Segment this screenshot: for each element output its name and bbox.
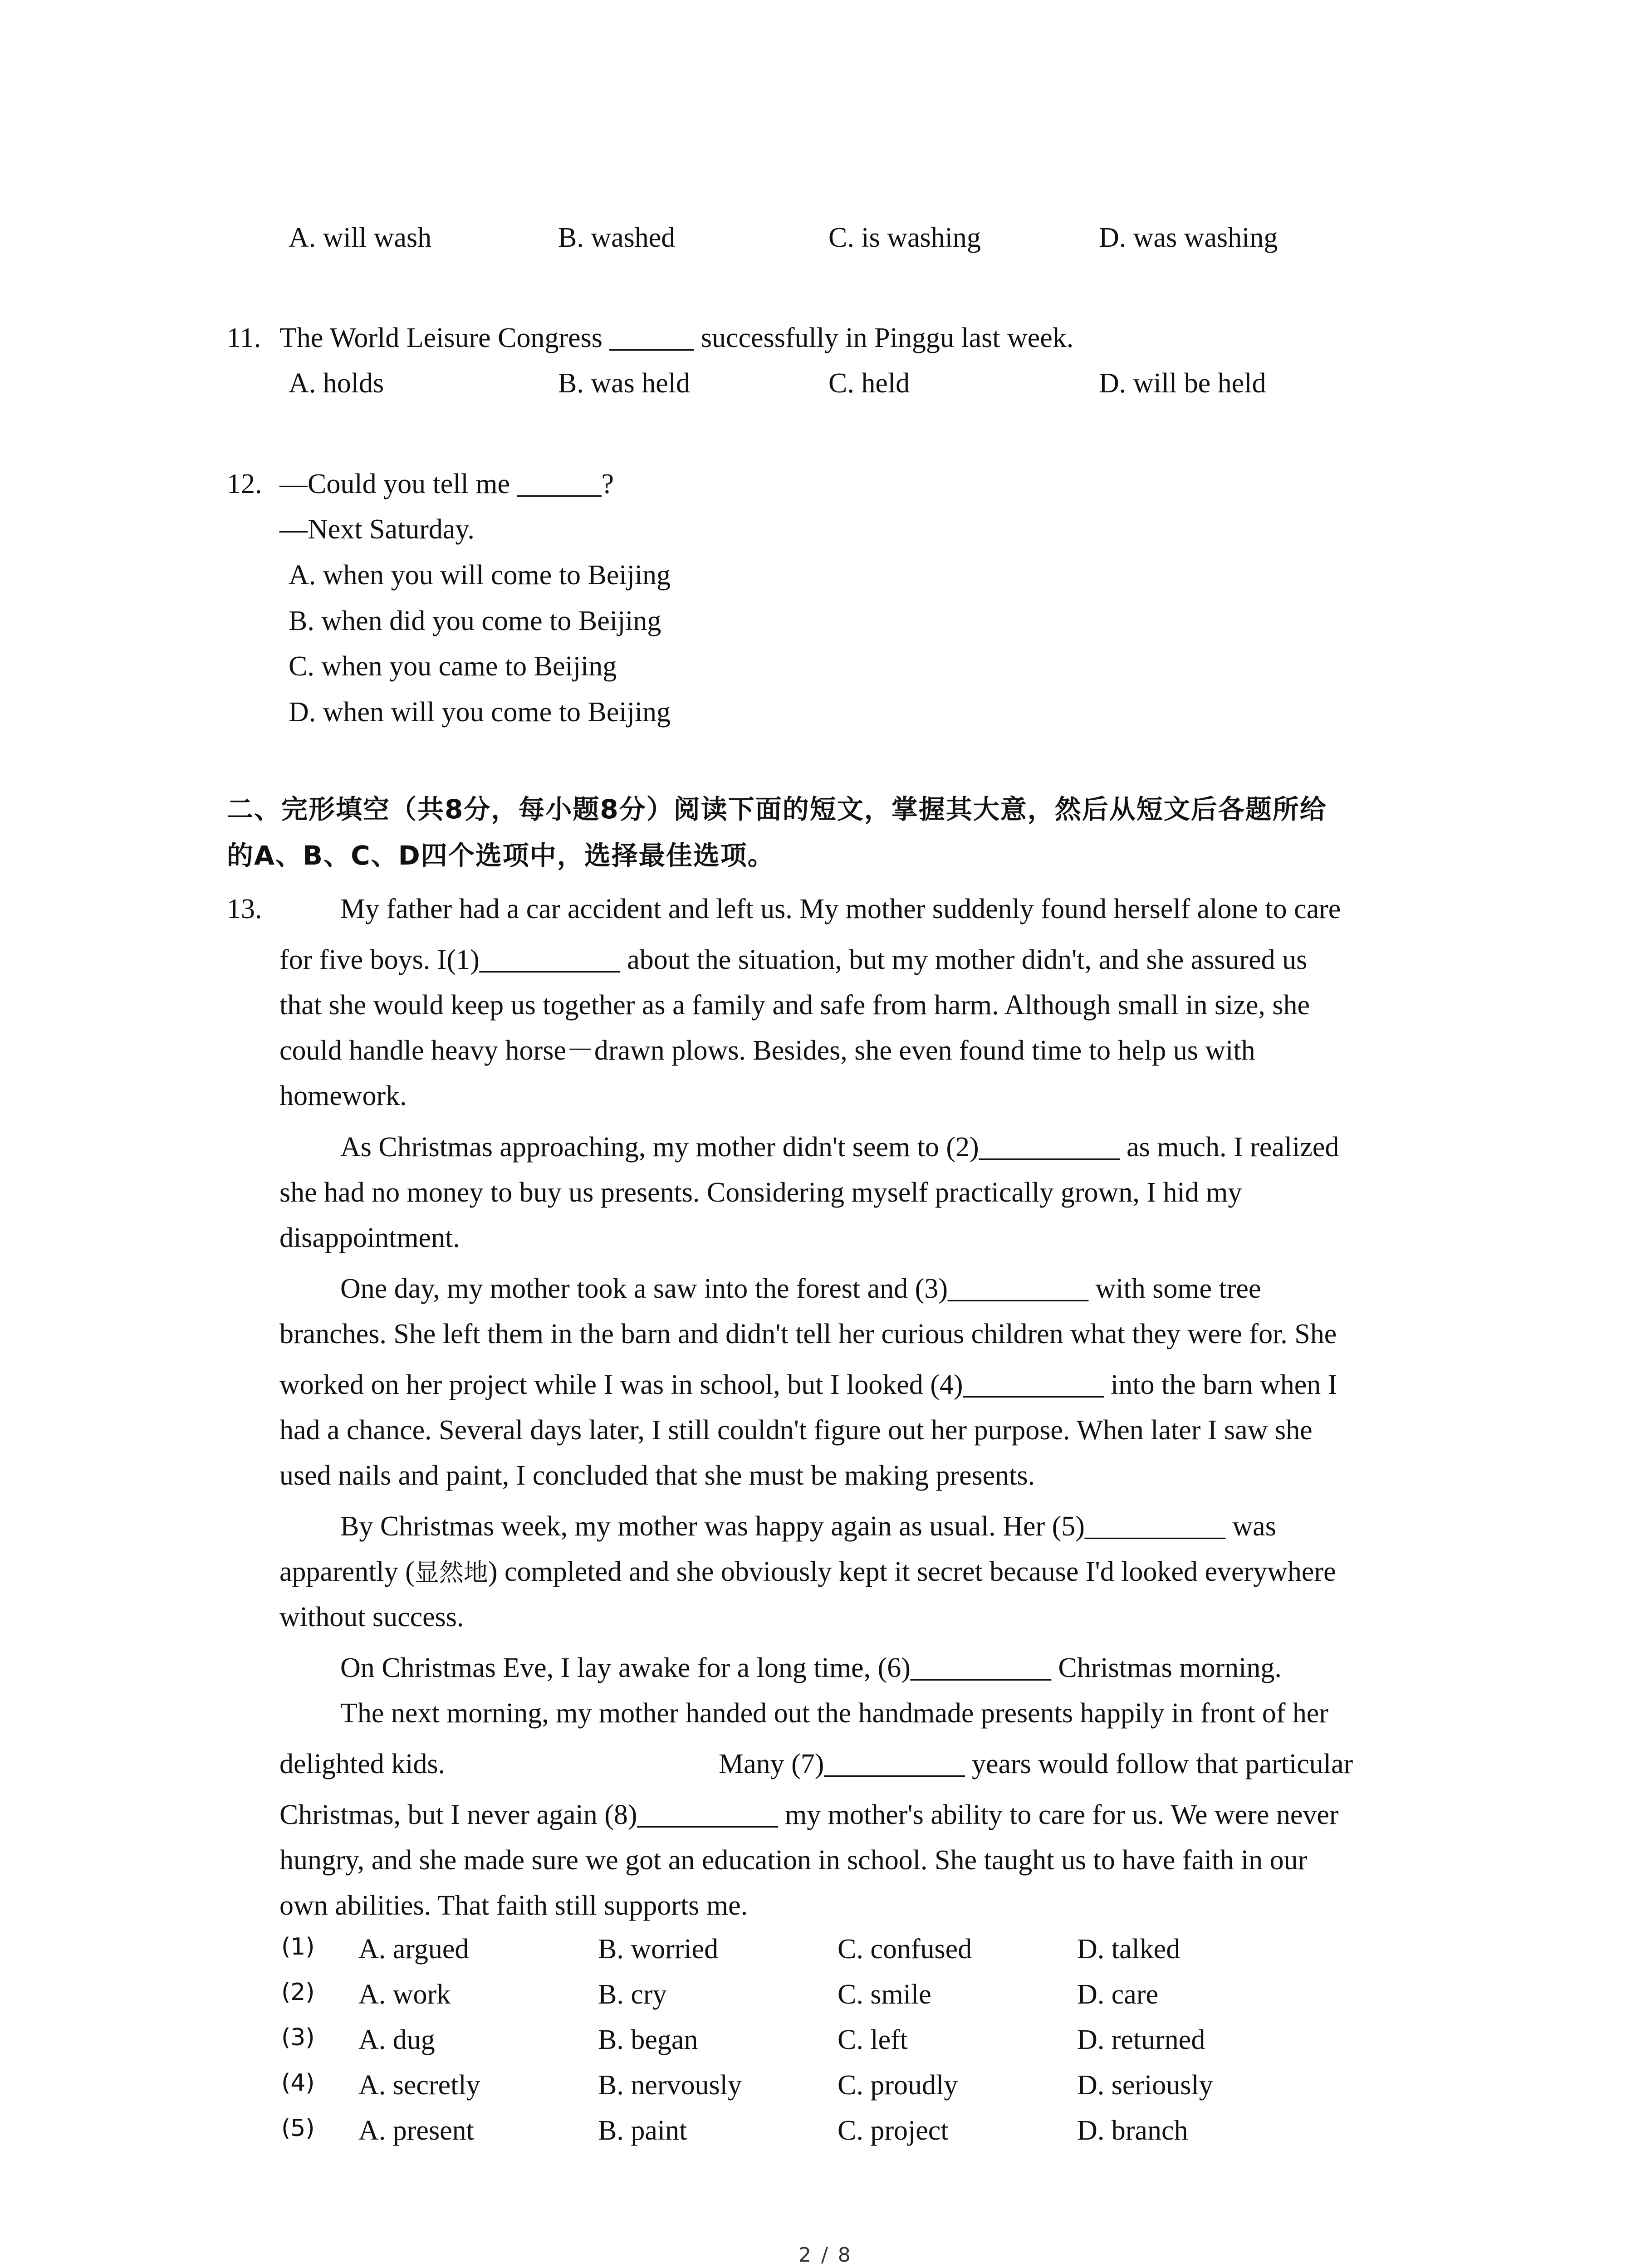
option-d: D. seriously: [1077, 2070, 1213, 2101]
option-a: A. argued: [358, 1934, 469, 1965]
option-d: D. care: [1077, 1979, 1158, 2010]
option-b: B. when did you come to Beijing: [289, 606, 661, 636]
option-b: B. was held: [558, 368, 691, 399]
option-a: A. when you will come to Beijing: [289, 560, 671, 591]
passage-line: used nails and paint, I concluded that she must be making presents.: [279, 1460, 1035, 1491]
passage-line: that she would keep us together as a family and safe from harm. Although small in size, she: [279, 990, 1310, 1021]
option-c: C. confused: [838, 1934, 972, 1965]
page-number: 2 / 8: [798, 2244, 852, 2267]
passage-line: hungry, and she made sure we got an education in school. She taught us to have faith in our: [279, 1845, 1308, 1876]
question-number: 13.: [227, 894, 262, 924]
option-c: C. held: [828, 368, 910, 399]
passage-line: My father had a car accident and left us. My mother suddenly found herself alone to care: [340, 894, 1341, 924]
option-b: B. cry: [598, 1979, 667, 2010]
dialogue-line-2: —Next Saturday.: [279, 514, 475, 545]
option-c: C. proudly: [838, 2070, 958, 2101]
blank-number: (4): [281, 2069, 315, 2097]
option-a: A. work: [358, 1979, 451, 2010]
question-stem: The World Leisure Congress ______ successfully in Pinggu last week.: [279, 323, 1074, 353]
dialogue-line-1: —Could you tell me ______?: [279, 469, 614, 499]
section-heading-line-1: 二、完形填空（共8分，每小题8分）阅读下面的短文，掌握其大意，然后从短文后各题所给: [227, 794, 1327, 825]
passage-line: own abilities. That faith still supports me.: [279, 1890, 748, 1921]
passage-line: The next morning, my mother handed out the handmade presents happily in front of her: [340, 1698, 1329, 1729]
option-d: D. returned: [1077, 2024, 1205, 2055]
blank-number: (5): [281, 2115, 315, 2142]
passage-line: had a chance. Several days later, I still couldn't figure out her purpose. When later I saw she: [279, 1415, 1313, 1446]
option-c: C. smile: [838, 1979, 931, 2010]
passage-line: without success.: [279, 1602, 464, 1633]
passage-line: Christmas, but I never again (8)__________ my mother's ability to care for us. We were never: [279, 1799, 1339, 1830]
passage-line: apparently (显然地) completed and she obviously kept it secret because I'd looked everywhere: [279, 1556, 1336, 1587]
option-a: A. holds: [289, 368, 384, 399]
blank-number: (1): [281, 1933, 315, 1960]
option-d: D. was washing: [1099, 222, 1278, 253]
passage-line: delighted kids.: [279, 1749, 446, 1779]
passage-line: One day, my mother took a saw into the forest and (3)__________ with some tree: [340, 1273, 1261, 1304]
passage-line: As Christmas approaching, my mother didn't seem to (2)__________ as much. I realized: [340, 1132, 1339, 1163]
option-a: A. present: [358, 2115, 474, 2146]
option-d: D. when will you come to Beijing: [289, 697, 671, 728]
passage-line: By Christmas week, my mother was happy again as usual. Her (5)__________ was: [340, 1511, 1276, 1542]
passage-line: worked on her project while I was in school, but I looked (4)__________ into the barn when I: [279, 1369, 1337, 1400]
option-c: C. project: [838, 2115, 949, 2146]
section-heading-line-2: 的A、B、C、D四个选项中，选择最佳选项。: [227, 840, 775, 871]
question-number: 11.: [227, 323, 261, 353]
option-b: B. began: [598, 2024, 698, 2055]
option-c: C. left: [838, 2024, 908, 2055]
passage-line: could handle heavy horse－drawn plows. Besides, she even found time to help us with: [279, 1035, 1255, 1066]
option-a: A. dug: [358, 2024, 435, 2055]
passage-line: homework.: [279, 1080, 407, 1111]
option-c: C. when you came to Beijing: [289, 651, 617, 682]
option-a: A. will wash: [289, 222, 432, 253]
passage-line: On Christmas Eve, I lay awake for a long time, (6)__________ Christmas morning.: [340, 1652, 1282, 1683]
blank-number: (3): [281, 2024, 315, 2051]
passage-line: Many (7)__________ years would follow that particular: [719, 1749, 1353, 1779]
option-d: D. will be held: [1099, 368, 1266, 399]
passage-line: she had no money to buy us presents. Considering myself practically grown, I hid my: [279, 1177, 1242, 1208]
option-b: B. nervously: [598, 2070, 742, 2101]
option-d: D. branch: [1077, 2115, 1188, 2146]
option-c: C. is washing: [828, 222, 981, 253]
passage-line: for five boys. I(1)__________ about the situation, but my mother didn't, and she assured us: [279, 944, 1308, 975]
option-b: B. washed: [558, 222, 676, 253]
passage-line: branches. She left them in the barn and didn't tell her curious children what they were for. She: [279, 1319, 1337, 1349]
option-a: A. secretly: [358, 2070, 480, 2101]
option-d: D. talked: [1077, 1934, 1181, 1965]
passage-line: disappointment.: [279, 1222, 460, 1253]
option-b: B. paint: [598, 2115, 687, 2146]
question-number: 12.: [227, 469, 262, 499]
option-b: B. worried: [598, 1934, 719, 1965]
blank-number: (2): [281, 1979, 315, 2006]
